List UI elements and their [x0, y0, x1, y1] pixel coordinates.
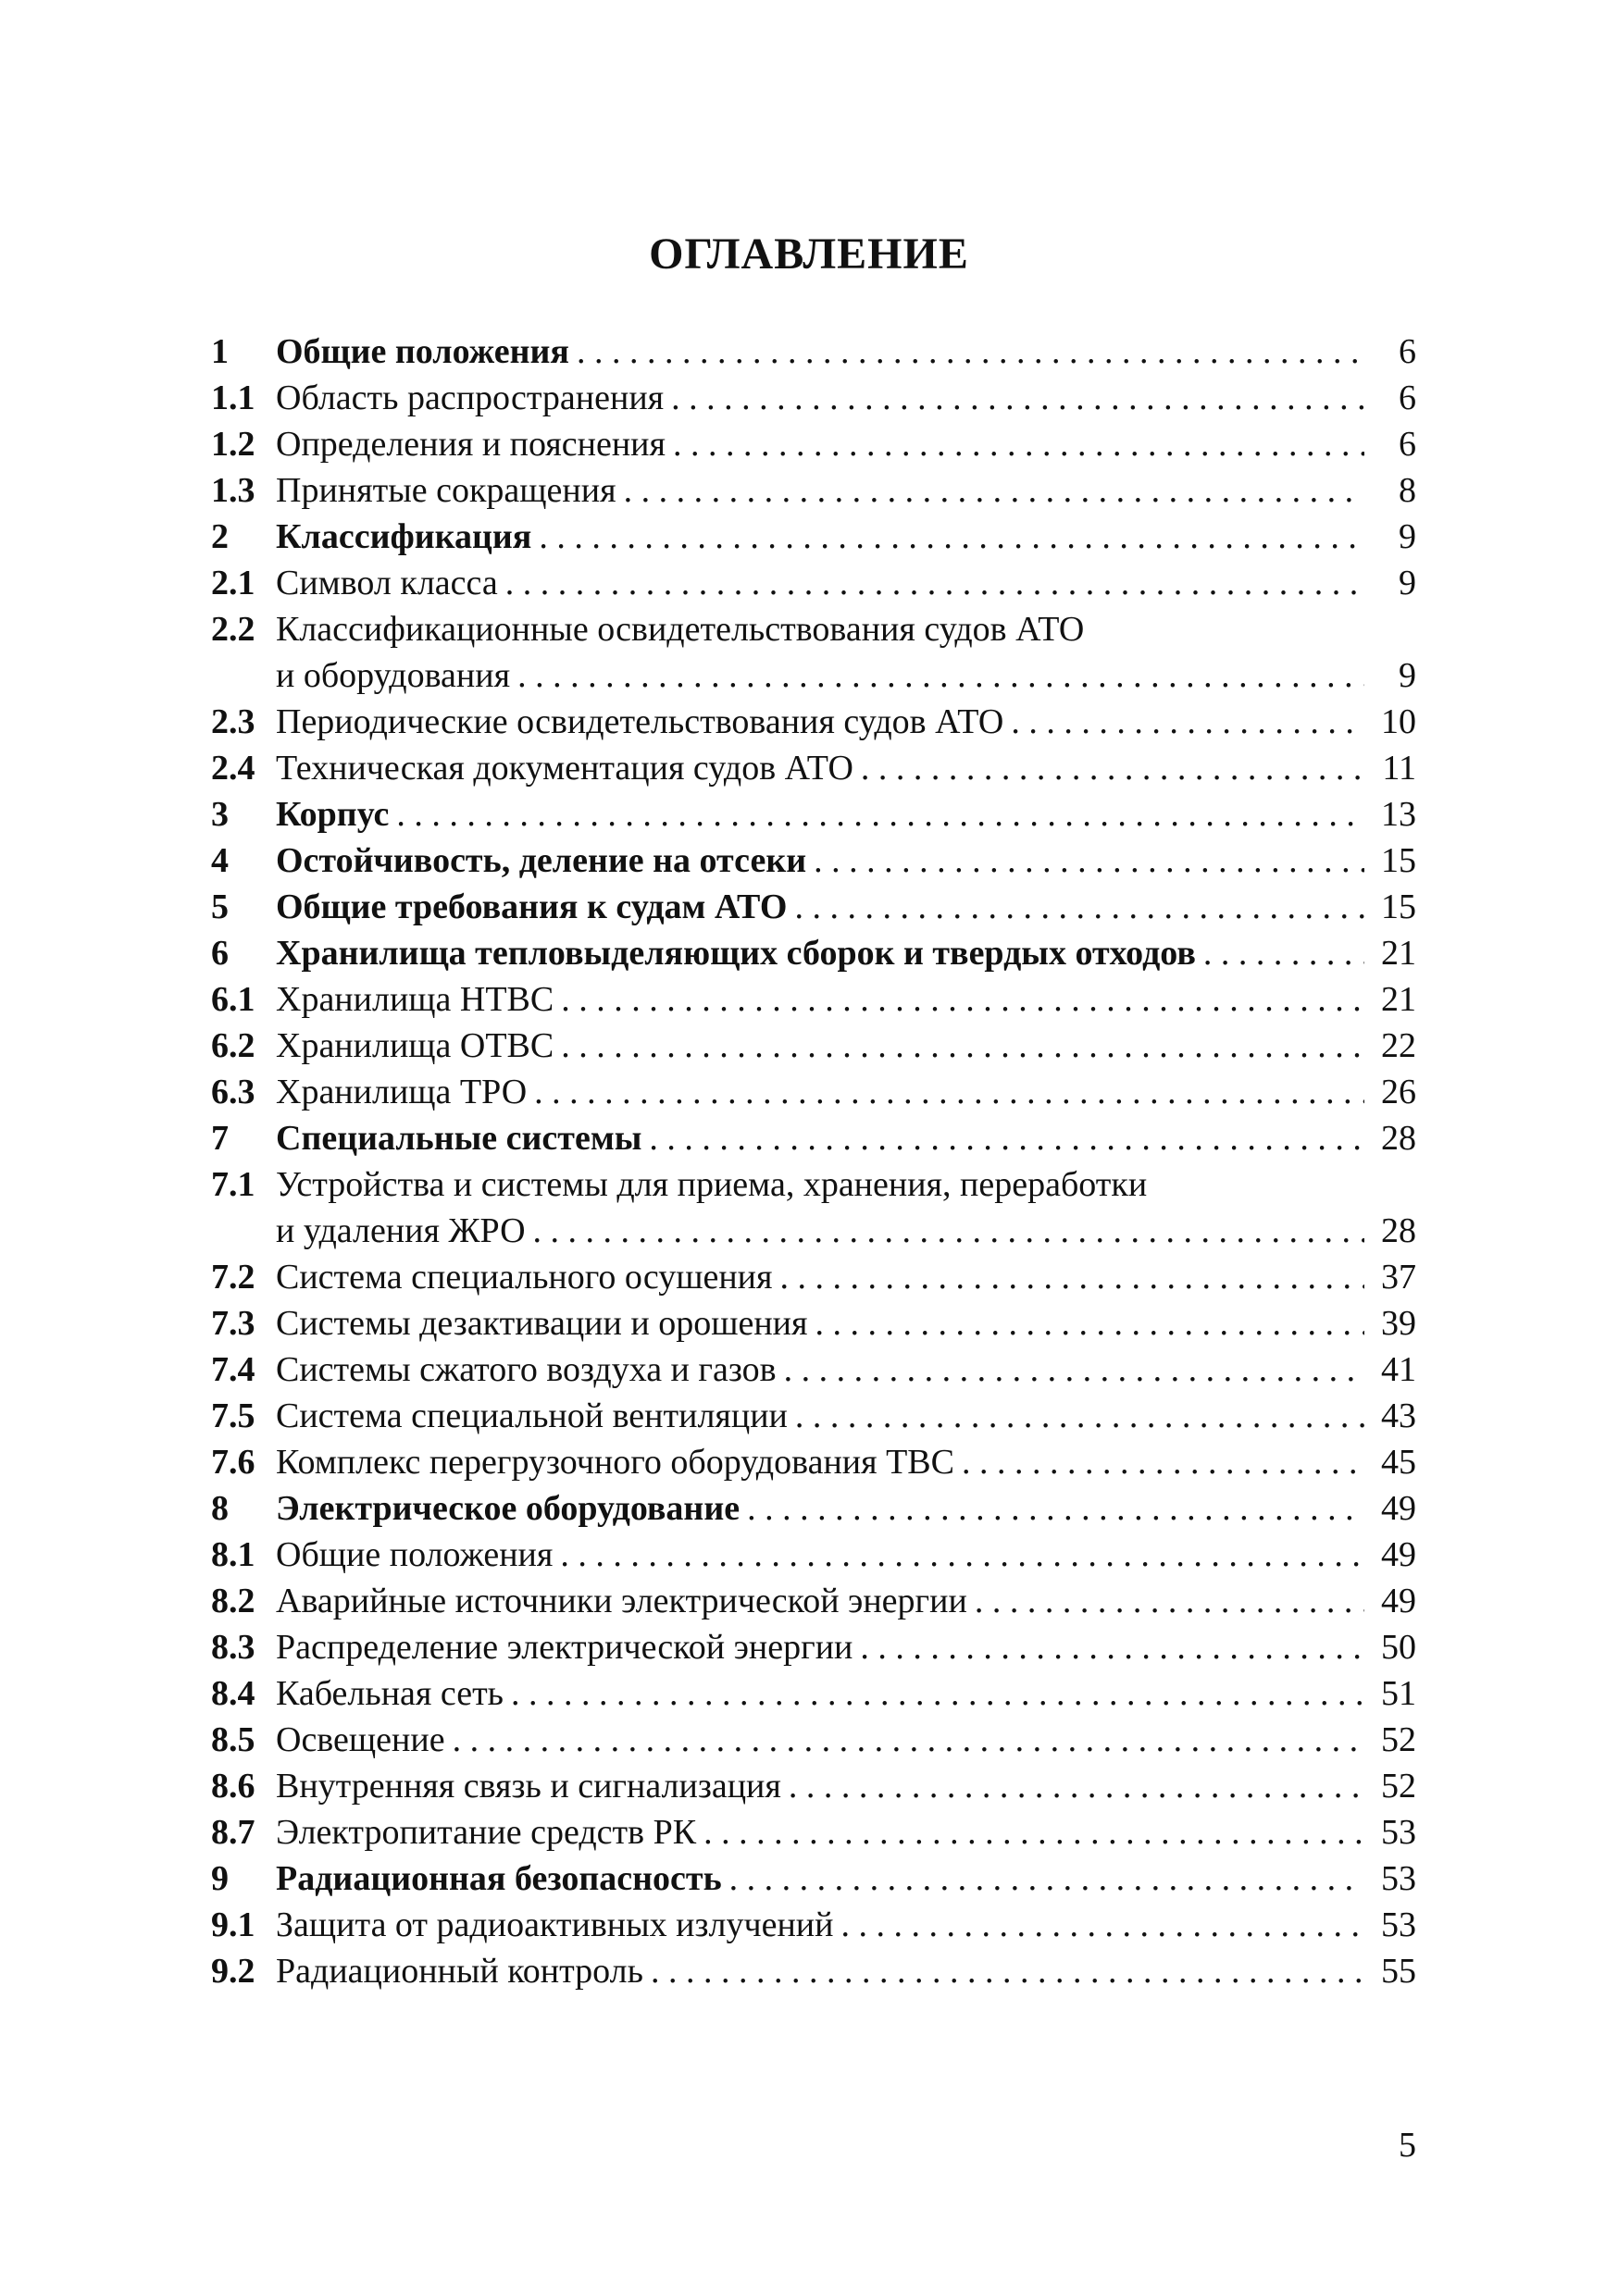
- toc-entry-page: 15: [1381, 841, 1416, 880]
- toc-entry[interactable]: [211, 467, 1416, 514]
- leader-dots: [673, 421, 1364, 467]
- toc-entry-title: Радиационная безопасность: [276, 1859, 722, 1898]
- leader-dots: [533, 1208, 1364, 1254]
- toc-entry-number: 8.5: [211, 1720, 255, 1759]
- toc-entry-continuation[interactable]: [211, 652, 1416, 699]
- toc-entry-number: 6.2: [211, 1026, 255, 1065]
- toc-entry-page: 9: [1399, 517, 1416, 556]
- toc-entry-page: 52: [1381, 1767, 1416, 1806]
- toc-entry-title: Принятые сокращения: [276, 471, 616, 510]
- toc-entry[interactable]: [211, 560, 1416, 606]
- toc-entry[interactable]: [211, 1439, 1416, 1485]
- toc-entry-title: Внутренняя связь и сигнализация: [276, 1767, 781, 1806]
- toc-entry-page: 53: [1381, 1813, 1416, 1852]
- toc-entry-number: 4: [211, 841, 229, 880]
- toc-entry-title: Техническая документация судов АТО: [276, 749, 853, 788]
- page-number: 5: [1399, 2126, 1416, 2165]
- toc-entry-page: 26: [1381, 1073, 1416, 1111]
- leader-dots: [534, 1069, 1364, 1115]
- toc-entry-title: Распределение электрической энергии: [276, 1628, 853, 1667]
- toc-entry-title: Общие положения: [276, 332, 569, 371]
- toc-entry-number: 6: [211, 934, 229, 973]
- toc-entry-number: 8.7: [211, 1813, 255, 1852]
- toc-entry-number: 3: [211, 795, 229, 834]
- toc-entry[interactable]: [211, 1161, 1416, 1208]
- toc-entry[interactable]: [211, 514, 1416, 560]
- toc-entry-page: 9: [1399, 564, 1416, 602]
- toc-entry-page: 11: [1382, 749, 1416, 788]
- toc-entry-page: 45: [1381, 1443, 1416, 1482]
- toc-entry-title: Устройства и системы для приема, хранения, переработки: [276, 1165, 1148, 1204]
- toc-entry-page: 9: [1399, 656, 1416, 695]
- toc-entry-number: 2.3: [211, 702, 255, 741]
- toc-entry-number: 7.1: [211, 1165, 255, 1204]
- toc-entry[interactable]: [211, 1624, 1416, 1670]
- leader-dots: [794, 884, 1364, 930]
- toc-entry[interactable]: [211, 1254, 1416, 1300]
- leader-dots: [975, 1578, 1364, 1624]
- toc-entry-title: Электрическое оборудование: [276, 1489, 741, 1528]
- leader-dots: [577, 329, 1364, 375]
- toc-entry-title: Система специальной вентиляции: [276, 1396, 788, 1435]
- leader-dots: [815, 1300, 1364, 1347]
- leader-dots: [747, 1485, 1364, 1532]
- toc-entry[interactable]: [211, 1902, 1416, 1948]
- toc-entry[interactable]: [211, 329, 1416, 375]
- leader-dots: [517, 652, 1364, 699]
- toc-entry-title: Кабельная сеть: [276, 1674, 504, 1713]
- toc-entry-page: 53: [1381, 1859, 1416, 1898]
- leader-dots: [1203, 930, 1364, 976]
- leader-dots: [784, 1347, 1364, 1393]
- leader-dots: [962, 1439, 1364, 1485]
- leader-dots: [814, 838, 1364, 884]
- toc-entry-number: 2.1: [211, 564, 255, 602]
- toc-entry-number: 8.3: [211, 1628, 255, 1667]
- toc-entry-number: 7.4: [211, 1350, 255, 1389]
- toc-entry[interactable]: [211, 930, 1416, 976]
- leader-dots: [453, 1717, 1364, 1763]
- toc-entry[interactable]: [211, 1948, 1416, 1994]
- toc-entry-number: 7.3: [211, 1304, 255, 1343]
- toc-entry[interactable]: [211, 1578, 1416, 1624]
- leader-dots: [671, 375, 1364, 421]
- toc-entry-number: 9: [211, 1859, 229, 1898]
- toc-entry-number: 8.1: [211, 1535, 255, 1574]
- toc-entry-title: Хранилища ОТВС: [276, 1026, 554, 1065]
- toc-entry[interactable]: [211, 375, 1416, 421]
- leader-dots: [624, 467, 1364, 514]
- toc-entry[interactable]: [211, 1717, 1416, 1763]
- leader-dots: [860, 1624, 1364, 1670]
- toc-entry-number: 8.2: [211, 1582, 255, 1620]
- toc-entry-number: 7.6: [211, 1443, 255, 1482]
- toc-entry-title: Системы дезактивации и орошения: [276, 1304, 808, 1343]
- toc-entry-title: Защита от радиоактивных излучений: [276, 1905, 834, 1944]
- toc-entry-title: Общие положения: [276, 1535, 554, 1574]
- toc-entry[interactable]: [211, 1300, 1416, 1347]
- toc-entry[interactable]: [211, 1023, 1416, 1069]
- toc-entry-title: Остойчивость, деление на отсеки: [276, 841, 807, 880]
- leader-dots: [861, 745, 1364, 791]
- toc-entry-page: 6: [1399, 425, 1416, 464]
- toc-entry[interactable]: [211, 1670, 1416, 1717]
- toc-entry-title: Система специального осушения: [276, 1258, 773, 1297]
- toc-entry-number: 6.3: [211, 1073, 255, 1111]
- leader-dots: [651, 1948, 1364, 1994]
- toc-entry-page: 50: [1381, 1628, 1416, 1667]
- toc-entry-title: Общие требования к судам АТО: [276, 887, 788, 926]
- toc-entry-number: 1.2: [211, 425, 255, 464]
- toc-entry-number: 6.1: [211, 980, 255, 1019]
- toc-entry-number: 2: [211, 517, 229, 556]
- toc-entry[interactable]: [211, 1069, 1416, 1115]
- leader-dots: [1011, 699, 1364, 745]
- toc-entry-title: Символ класса: [276, 564, 498, 602]
- leader-dots: [795, 1393, 1364, 1439]
- toc-entry-page: 49: [1381, 1582, 1416, 1620]
- leader-dots: [561, 976, 1364, 1023]
- leader-dots: [703, 1809, 1364, 1855]
- toc-entry-title: Классификация: [276, 517, 532, 556]
- toc-entry-title-continuation: и удаления ЖРО: [276, 1211, 526, 1250]
- leader-dots: [729, 1855, 1364, 1902]
- toc-entry[interactable]: [211, 699, 1416, 745]
- toc-entry-page: 6: [1399, 379, 1416, 417]
- toc-entry[interactable]: [211, 1115, 1416, 1161]
- toc-entry[interactable]: [211, 791, 1416, 838]
- toc-entry-title: Освещение: [276, 1720, 445, 1759]
- toc-entry-page: 10: [1381, 702, 1416, 741]
- toc-entry[interactable]: [211, 1393, 1416, 1439]
- toc-entry[interactable]: [211, 838, 1416, 884]
- toc-entry-page: 43: [1381, 1396, 1416, 1435]
- toc-entry[interactable]: [211, 1347, 1416, 1393]
- leader-dots: [561, 1023, 1364, 1069]
- toc-entry[interactable]: [211, 1485, 1416, 1532]
- toc-entry-page: 41: [1381, 1350, 1416, 1389]
- toc-entry-page: 8: [1399, 471, 1416, 510]
- leader-dots: [649, 1115, 1364, 1161]
- toc-entry-number: 2.2: [211, 610, 255, 649]
- toc-entry-title: Область распространения: [276, 379, 665, 417]
- toc-entry-title: Классификационные освидетельствования судов АТО: [276, 610, 1085, 649]
- leader-dots: [505, 560, 1364, 606]
- toc-entry[interactable]: [211, 976, 1416, 1023]
- toc-entry[interactable]: [211, 1532, 1416, 1578]
- page-title: ОГЛАВЛЕНИЕ: [649, 230, 969, 279]
- toc-entry-page: 6: [1399, 332, 1416, 371]
- toc-entry-page: 53: [1381, 1905, 1416, 1944]
- toc-entry-page: 15: [1381, 887, 1416, 926]
- toc-entry-title: Комплекс перегрузочного оборудования ТВС: [276, 1443, 955, 1482]
- toc-entry-page: 28: [1381, 1119, 1416, 1158]
- toc-entry-page: 49: [1381, 1535, 1416, 1574]
- toc-entry-number: 8.6: [211, 1767, 255, 1806]
- leader-dots: [539, 514, 1364, 560]
- toc-entry[interactable]: [211, 421, 1416, 467]
- toc-entry-number: 2.4: [211, 749, 255, 788]
- toc-entry-number: 1: [211, 332, 229, 371]
- toc-entry-title: Аварийные источники электрической энергии: [276, 1582, 967, 1620]
- toc-entry-number: 9.1: [211, 1905, 255, 1944]
- toc-entry-page: 21: [1381, 934, 1416, 973]
- toc-entry[interactable]: [211, 1809, 1416, 1855]
- toc-entry-page: 39: [1381, 1304, 1416, 1343]
- toc-entry-title: Хранилища НТВС: [276, 980, 554, 1019]
- toc-entry[interactable]: [211, 745, 1416, 791]
- toc-entry[interactable]: [211, 606, 1416, 652]
- toc-entry[interactable]: [211, 1855, 1416, 1902]
- toc-entry-number: 1.1: [211, 379, 255, 417]
- leader-dots: [396, 791, 1364, 838]
- toc-entry-number: 5: [211, 887, 229, 926]
- toc-entry-title: Определения и пояснения: [276, 425, 666, 464]
- toc-entry[interactable]: [211, 884, 1416, 930]
- leader-dots: [779, 1254, 1364, 1300]
- leader-dots: [789, 1763, 1364, 1809]
- toc-entry-title: Хранилища ТРО: [276, 1073, 528, 1111]
- toc-entry-page: 22: [1381, 1026, 1416, 1065]
- toc-entry-page: 37: [1381, 1258, 1416, 1297]
- toc-entry-title: Корпус: [276, 795, 390, 834]
- toc-entry-number: 7: [211, 1119, 229, 1158]
- toc-entry-title: Специальные системы: [276, 1119, 642, 1158]
- toc-entry-number: 9.2: [211, 1952, 255, 1991]
- toc-entry-title: Радиационный контроль: [276, 1952, 643, 1991]
- leader-dots: [560, 1532, 1364, 1578]
- toc-entry-continuation[interactable]: [211, 1208, 1416, 1254]
- toc-entry-page: 55: [1381, 1952, 1416, 1991]
- toc-entry-page: 49: [1381, 1489, 1416, 1528]
- table-of-contents: [211, 329, 1416, 1994]
- leader-dots: [511, 1670, 1364, 1717]
- toc-entry-page: 52: [1381, 1720, 1416, 1759]
- toc-entry-page: 51: [1381, 1674, 1416, 1713]
- toc-entry-page: 28: [1381, 1211, 1416, 1250]
- toc-entry-page: 21: [1381, 980, 1416, 1019]
- toc-entry-title-continuation: и оборудования: [276, 656, 511, 695]
- toc-entry-title: Периодические освидетельствования судов АТО: [276, 702, 1004, 741]
- toc-entry[interactable]: [211, 1763, 1416, 1809]
- toc-entry-number: 1.3: [211, 471, 255, 510]
- toc-entry-page: 13: [1381, 795, 1416, 834]
- leader-dots: [840, 1902, 1364, 1948]
- toc-entry-title: Электропитание средств РК: [276, 1813, 697, 1852]
- toc-entry-title: Системы сжатого воздуха и газов: [276, 1350, 777, 1389]
- toc-entry-number: 7.2: [211, 1258, 255, 1297]
- toc-entry-title: Хранилища тепловыделяющих сборок и твердых отходов: [276, 934, 1196, 973]
- toc-entry-number: 7.5: [211, 1396, 255, 1435]
- toc-entry-number: 8: [211, 1489, 229, 1528]
- toc-entry-number: 8.4: [211, 1674, 255, 1713]
